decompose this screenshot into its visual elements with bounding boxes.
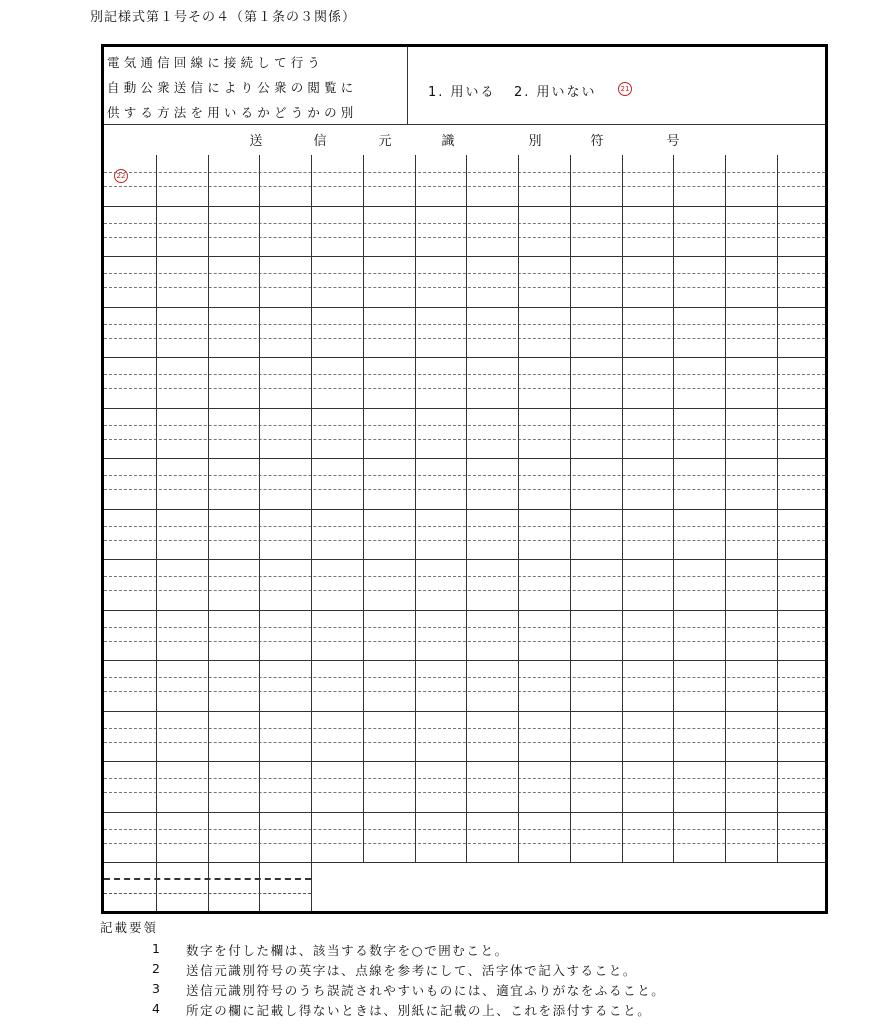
grid-row-line (104, 610, 825, 611)
grid-guide-line (104, 273, 825, 274)
grid-guide-line (104, 425, 825, 426)
grid-row-line (104, 458, 825, 459)
grid-row-line (104, 660, 825, 661)
identifier-label-char: 別 (528, 134, 542, 149)
notes (100, 918, 870, 1019)
note-text: 所定の欄に記載し得ないときは、別紙に記載の上、これを添付すること。 (186, 1003, 652, 1018)
grid-guide-line (104, 878, 311, 880)
note-item (100, 959, 870, 979)
grid-column-line (363, 155, 364, 862)
grid-row-line (104, 812, 825, 813)
grid-column-line (622, 155, 623, 862)
method-question (104, 47, 408, 124)
grid-guide-line (104, 374, 825, 375)
form-frame (101, 44, 828, 914)
grid-guide-line (104, 172, 825, 173)
grid-guide-line (104, 223, 825, 224)
note-number: 2 (152, 961, 160, 976)
grid-row-line (104, 711, 825, 712)
grid-column-line (156, 862, 157, 911)
note-item (100, 999, 870, 1019)
grid-guide-line (104, 186, 825, 187)
question-line-1: 電気通信回線に接続して行う (107, 55, 325, 70)
grid-guide-line (104, 475, 825, 476)
grid-guide-line (104, 576, 825, 577)
note-number: 4 (152, 1001, 160, 1016)
grid-guide-line (104, 728, 825, 729)
grid-guide-line (104, 792, 825, 793)
grid-column-line (259, 862, 260, 911)
grid-guide-line (104, 627, 825, 628)
grid-row-line (104, 862, 825, 863)
grid-column-line (259, 155, 260, 862)
grid-guide-line (104, 439, 825, 440)
grid-column-line (415, 155, 416, 862)
grid-column-line (208, 862, 209, 911)
grid-column-line (777, 155, 778, 862)
grid-guide-line (104, 324, 825, 325)
note-text: 数字を付した欄は、該当する数字を○で囲むこと。 (186, 943, 509, 958)
option-not-use[interactable]: 2. 用いない (514, 85, 597, 100)
grid-guide-line (104, 778, 825, 779)
grid-guide-line (104, 237, 825, 238)
identifier-label-row (104, 125, 825, 155)
note-number: 1 (152, 941, 160, 956)
grid-row-line (104, 256, 825, 257)
grid-row-line (104, 509, 825, 510)
grid-column-line (466, 155, 467, 862)
note-text: 送信元識別符号のうち誤読されやすいものには、適宜ふりがなをふること。 (186, 983, 666, 998)
method-options (408, 47, 825, 124)
grid-column-line (311, 155, 312, 862)
note-text: 送信元識別符号の英字は、点線を参考にして、活字体で記入すること。 (186, 963, 637, 978)
grid-row-line (104, 761, 825, 762)
identifier-label-char: 元 (378, 134, 392, 149)
grid-column-line (518, 155, 519, 862)
grid-guide-line (104, 829, 825, 830)
notes-title: 記載要領 (100, 920, 159, 935)
grid-guide-line (104, 742, 825, 743)
grid-row-line (104, 206, 825, 207)
note-item (100, 979, 870, 999)
grid-guide-line (104, 677, 825, 678)
grid-row-line (104, 307, 825, 308)
grid-guide-line (104, 843, 825, 844)
grid-column-line (208, 155, 209, 862)
grid-column-line (156, 155, 157, 862)
note-number: 3 (152, 981, 160, 996)
grid-guide-line (104, 287, 825, 288)
identifier-label-char: 識 (441, 134, 455, 149)
grid-guide-line (104, 388, 825, 389)
form-title: 別記様式第１号その４（第１条の３関係） (90, 10, 357, 25)
grid-guide-line (104, 641, 825, 642)
grid-guide-line (104, 540, 825, 541)
grid-column-line (725, 155, 726, 862)
grid-guide-line (104, 526, 825, 527)
identifier-label-char: 号 (666, 134, 680, 149)
identifier-label-char: 送 (249, 134, 263, 149)
grid-column-line (570, 155, 571, 862)
grid-column-line (673, 155, 674, 862)
grid-row-line (104, 357, 825, 358)
marker-21: 21 (618, 82, 632, 96)
identifier-label-char: 信 (313, 134, 327, 149)
grid-column-line (311, 862, 312, 911)
grid-guide-line (104, 691, 825, 692)
question-line-2: 自動公衆送信により公衆の閲覧に (107, 80, 358, 95)
grid-guide-line (104, 590, 825, 591)
option-use[interactable]: 1. 用いる (428, 85, 496, 100)
question-line-3: 供する方法を用いるかどうかの別 (107, 105, 358, 120)
grid-guide-line (104, 893, 311, 894)
note-item (100, 939, 870, 959)
grid-row-line (104, 408, 825, 409)
grid-row-line (104, 559, 825, 560)
identifier-label-char: 符 (590, 134, 604, 149)
grid-guide-line (104, 338, 825, 339)
grid-guide-line (104, 489, 825, 490)
identifier-grid[interactable] (104, 155, 825, 911)
marker-22: 22 (114, 169, 128, 183)
